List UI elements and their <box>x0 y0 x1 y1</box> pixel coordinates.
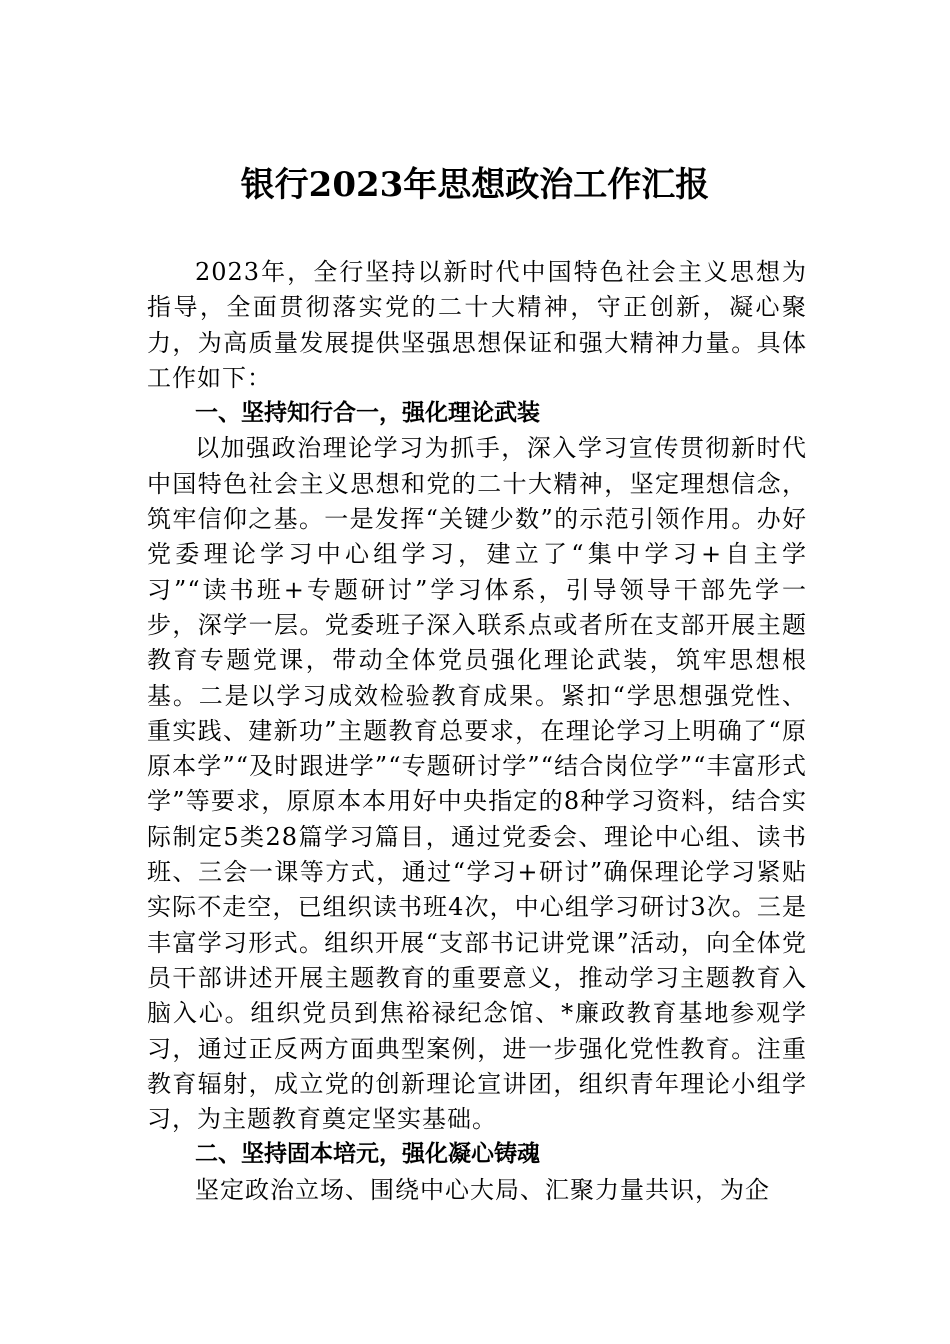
section-2-paragraph: 坚定政治立场、围绕中心大局、汇聚力量共识，为企 <box>195 1175 770 1204</box>
intro-paragraph: 2023年，全行坚持以新时代中国特色社会主义思想为指导，全面贯彻落实党的二十大精神，守正创新，凝心聚力，为高质量发展提供坚强思想保证和强大精神力量。具体工作如下： <box>147 258 807 392</box>
section-heading-2: 二、坚持固本培元，强化凝心铸魂 <box>195 1141 540 1168</box>
document-title: 银行2023年思想政治工作汇报 <box>240 165 710 205</box>
document-body <box>147 255 807 1208</box>
section-heading-1: 一、坚持知行合一，强化理论武装 <box>195 400 540 427</box>
section-1-paragraph: 以加强政治理论学习为抓手，深入学习宣传贯彻新时代中国特色社会主义思想和党的二十大精神，坚定理想信念，筑牢信仰之基。一是发挥“关键少数”的示范引领作用。办好党委理论学习中心组学习，建立了“集中学习+自主学习”“读书班+专题研讨”学习体系，引导领导干部先学一步，深学一层。党委班子深入联系点或者所在支部开展主题教育专题党课，带动全体党员强化理论武装，筑牢思想根基。二是以学习成效检验教育成果。紧扣“学思想强党性、重实践、建新功”主题教育总要求，在理论学习上明确了“原原本学”“及时跟进学”“专题研讨学”“结合岗位学”“丰富形式学”等要求，原原本本用好中央指定的8种学习资料，结合实际制定5类28篇学习篇目，通过党委会、理论中心组、读书班、三会一课等方式，通过“学习+研讨”确保理论学习紧贴实际不走空，已组织读书班4次，中心组学习研讨3次。三是丰富学习形式。组织开展“支部书记讲党课”活动，向全体党员干部讲述开展主题教育的重要意义，推动学习主题教育入脑入心。组织党员到焦裕禄纪念馆、*廉政教育基地参观学习，通过正反两方面典型案例，进一步强化党性教育。注重教育辐射，成立党的创新理论宣讲团，组织青年理论小组学习，为主题教育奠定坚实基础。 <box>147 434 807 1134</box>
